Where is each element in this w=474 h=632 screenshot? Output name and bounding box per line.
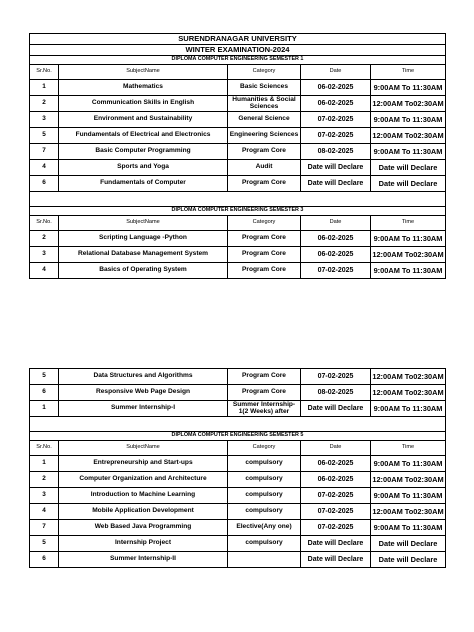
date-cell: 07-02-2025 xyxy=(301,369,371,385)
category-cell: compulsory xyxy=(228,472,301,488)
time-cell: 12:00AM To02:30AM xyxy=(371,96,446,112)
table-row xyxy=(30,160,446,176)
column-header-row xyxy=(30,216,446,231)
date-cell: 06-02-2025 xyxy=(301,80,371,96)
category-cell: Program Core xyxy=(228,144,301,160)
sr-no-cell: 5 xyxy=(30,536,59,552)
category-cell: Program Core xyxy=(228,247,301,263)
time-cell: Date will Declare xyxy=(371,536,446,552)
exam-timetable-page2 xyxy=(29,368,446,568)
date-header: Date xyxy=(301,216,371,231)
time-cell: 9:00AM To 11:30AM xyxy=(371,456,446,472)
date-cell: Date will Declare xyxy=(301,401,371,417)
subject-cell: Fundamentals of Electrical and Electronics xyxy=(59,128,228,144)
sr-header: Sr.No. xyxy=(30,216,59,231)
date-cell: Date will Declare xyxy=(301,176,371,192)
table-row xyxy=(30,80,446,96)
time-header: Time xyxy=(371,441,446,456)
category-cell: Engineering Sciences xyxy=(228,128,301,144)
subject-cell: Relational Database Management System xyxy=(59,247,228,263)
subject-cell: Responsive Web Page Design xyxy=(59,385,228,401)
category-cell: Summer Internship-1(2 Weeks) after xyxy=(228,401,301,417)
category-cell: compulsory xyxy=(228,456,301,472)
table-row xyxy=(30,488,446,504)
category-cell: compulsory xyxy=(228,536,301,552)
time-cell: 9:00AM To 11:30AM xyxy=(371,144,446,160)
category-cell: compulsory xyxy=(228,488,301,504)
category-cell: Program Core xyxy=(228,176,301,192)
subject-cell: Mathematics xyxy=(59,80,228,96)
sr-no-cell: 3 xyxy=(30,112,59,128)
subject-cell: Summer Internship-II xyxy=(59,552,228,568)
time-cell: 9:00AM To 11:30AM xyxy=(371,231,446,247)
time-cell: 9:00AM To 11:30AM xyxy=(371,263,446,279)
table-row xyxy=(30,369,446,385)
category-cell: Program Core xyxy=(228,385,301,401)
sr-no-cell: 2 xyxy=(30,231,59,247)
subject-cell: Environment and Sustainability xyxy=(59,112,228,128)
subject-cell: Internship Project xyxy=(59,536,228,552)
date-cell: 06-02-2025 xyxy=(301,231,371,247)
category-cell: Program Core xyxy=(228,231,301,247)
date-cell: 06-02-2025 xyxy=(301,456,371,472)
time-cell: 12:00AM To02:30AM xyxy=(371,472,446,488)
subject-header: SubjectName xyxy=(59,216,228,231)
subject-cell: Scripting Language -Python xyxy=(59,231,228,247)
table-row xyxy=(30,112,446,128)
semester-5-title-row xyxy=(30,432,446,441)
table-row xyxy=(30,401,446,417)
exam-timetable-page1 xyxy=(29,33,446,279)
time-cell: 12:00AM To02:30AM xyxy=(371,504,446,520)
category-header: Category xyxy=(228,441,301,456)
column-header-row xyxy=(30,441,446,456)
sr-no-cell: 6 xyxy=(30,552,59,568)
spacer-cell xyxy=(30,417,446,432)
subject-cell: Mobile Application Development xyxy=(59,504,228,520)
time-cell: 12:00AM To02:30AM xyxy=(371,247,446,263)
table-row xyxy=(30,520,446,536)
time-cell: Date will Declare xyxy=(371,176,446,192)
date-cell: 08-02-2025 xyxy=(301,144,371,160)
sr-no-cell: 4 xyxy=(30,504,59,520)
sr-no-cell: 2 xyxy=(30,96,59,112)
subject-cell: Introduction to Machine Learning xyxy=(59,488,228,504)
sr-no-cell: 4 xyxy=(30,263,59,279)
date-cell: 07-02-2025 xyxy=(301,520,371,536)
time-cell: 12:00AM To02:30AM xyxy=(371,128,446,144)
semester-1-title-row xyxy=(30,56,446,65)
spacer-row xyxy=(30,417,446,432)
semester-3-title-row xyxy=(30,207,446,216)
table-row xyxy=(30,231,446,247)
time-header: Time xyxy=(371,65,446,80)
date-cell: Date will Declare xyxy=(301,552,371,568)
table-row xyxy=(30,536,446,552)
category-cell: Humanities & Social Sciences xyxy=(228,96,301,112)
category-header: Category xyxy=(228,65,301,80)
subject-cell: Communication Skills in English xyxy=(59,96,228,112)
table-row xyxy=(30,128,446,144)
time-cell: 12:00AM To02:30AM xyxy=(371,369,446,385)
date-cell: 07-02-2025 xyxy=(301,112,371,128)
sr-no-cell: 3 xyxy=(30,488,59,504)
category-cell: Basic Sciences xyxy=(228,80,301,96)
date-cell: Date will Declare xyxy=(301,536,371,552)
date-cell: 07-02-2025 xyxy=(301,263,371,279)
semester-title: DIPLOMA COMPUTER ENGINEERING SEMESTER 3 xyxy=(30,207,446,216)
date-cell: 07-02-2025 xyxy=(301,504,371,520)
category-cell: General Science xyxy=(228,112,301,128)
date-header: Date xyxy=(301,441,371,456)
date-cell: Date will Declare xyxy=(301,160,371,176)
subject-cell: Basics of Operating System xyxy=(59,263,228,279)
sr-no-cell: 1 xyxy=(30,456,59,472)
sr-header: Sr.No. xyxy=(30,441,59,456)
sr-no-cell: 2 xyxy=(30,472,59,488)
semester-title: DIPLOMA COMPUTER ENGINEERING SEMESTER 5 xyxy=(30,432,446,441)
time-cell: 9:00AM To 11:30AM xyxy=(371,520,446,536)
table-row xyxy=(30,144,446,160)
table-row xyxy=(30,263,446,279)
table-row xyxy=(30,385,446,401)
table-row xyxy=(30,504,446,520)
date-cell: 07-02-2025 xyxy=(301,488,371,504)
category-header: Category xyxy=(228,216,301,231)
subject-cell: Computer Organization and Architecture xyxy=(59,472,228,488)
time-cell: 9:00AM To 11:30AM xyxy=(371,112,446,128)
table-row xyxy=(30,456,446,472)
time-cell: 9:00AM To 11:30AM xyxy=(371,488,446,504)
subject-cell: Web Based Java Programming xyxy=(59,520,228,536)
university-title: SURENDRANAGAR UNIVERSITY xyxy=(30,34,446,45)
spacer-row xyxy=(30,192,446,207)
subject-header: SubjectName xyxy=(59,65,228,80)
subject-cell: Summer Internship-I xyxy=(59,401,228,417)
sr-no-cell: 7 xyxy=(30,144,59,160)
sr-no-cell: 5 xyxy=(30,369,59,385)
category-cell xyxy=(228,552,301,568)
time-cell: 9:00AM To 11:30AM xyxy=(371,80,446,96)
table-row xyxy=(30,472,446,488)
exam-title: WINTER EXAMINATION-2024 xyxy=(30,45,446,56)
sr-no-cell: 1 xyxy=(30,401,59,417)
sr-no-cell: 6 xyxy=(30,176,59,192)
category-cell: Audit xyxy=(228,160,301,176)
table-row xyxy=(30,552,446,568)
sr-no-cell: 5 xyxy=(30,128,59,144)
category-cell: Program Core xyxy=(228,263,301,279)
sr-no-cell: 6 xyxy=(30,385,59,401)
time-cell: 9:00AM To 11:30AM xyxy=(371,401,446,417)
table-row xyxy=(30,96,446,112)
subject-cell: Fundamentals of Computer xyxy=(59,176,228,192)
subject-cell: Basic Computer Programming xyxy=(59,144,228,160)
time-cell: Date will Declare xyxy=(371,552,446,568)
date-cell: 06-02-2025 xyxy=(301,247,371,263)
subject-cell: Entrepreneurship and Start-ups xyxy=(59,456,228,472)
sr-no-cell: 3 xyxy=(30,247,59,263)
category-cell: Elective(Any one) xyxy=(228,520,301,536)
sr-header: Sr.No. xyxy=(30,65,59,80)
date-header: Date xyxy=(301,65,371,80)
time-header: Time xyxy=(371,216,446,231)
sr-no-cell: 1 xyxy=(30,80,59,96)
date-cell: 07-02-2025 xyxy=(301,128,371,144)
column-header-row xyxy=(30,65,446,80)
spacer-cell xyxy=(30,192,446,207)
date-cell: 08-02-2025 xyxy=(301,385,371,401)
category-cell: compulsory xyxy=(228,504,301,520)
sr-no-cell: 4 xyxy=(30,160,59,176)
sr-no-cell: 7 xyxy=(30,520,59,536)
subject-cell: Sports and Yoga xyxy=(59,160,228,176)
date-cell: 06-02-2025 xyxy=(301,472,371,488)
table-row xyxy=(30,247,446,263)
time-cell: 12:00AM To02:30AM xyxy=(371,385,446,401)
date-cell: 06-02-2025 xyxy=(301,96,371,112)
subject-cell: Data Structures and Algorithms xyxy=(59,369,228,385)
category-cell: Program Core xyxy=(228,369,301,385)
semester-title: DIPLOMA COMPUTER ENGINEERING SEMESTER 1 xyxy=(30,56,446,65)
time-cell: Date will Declare xyxy=(371,160,446,176)
table-row xyxy=(30,176,446,192)
subject-header: SubjectName xyxy=(59,441,228,456)
